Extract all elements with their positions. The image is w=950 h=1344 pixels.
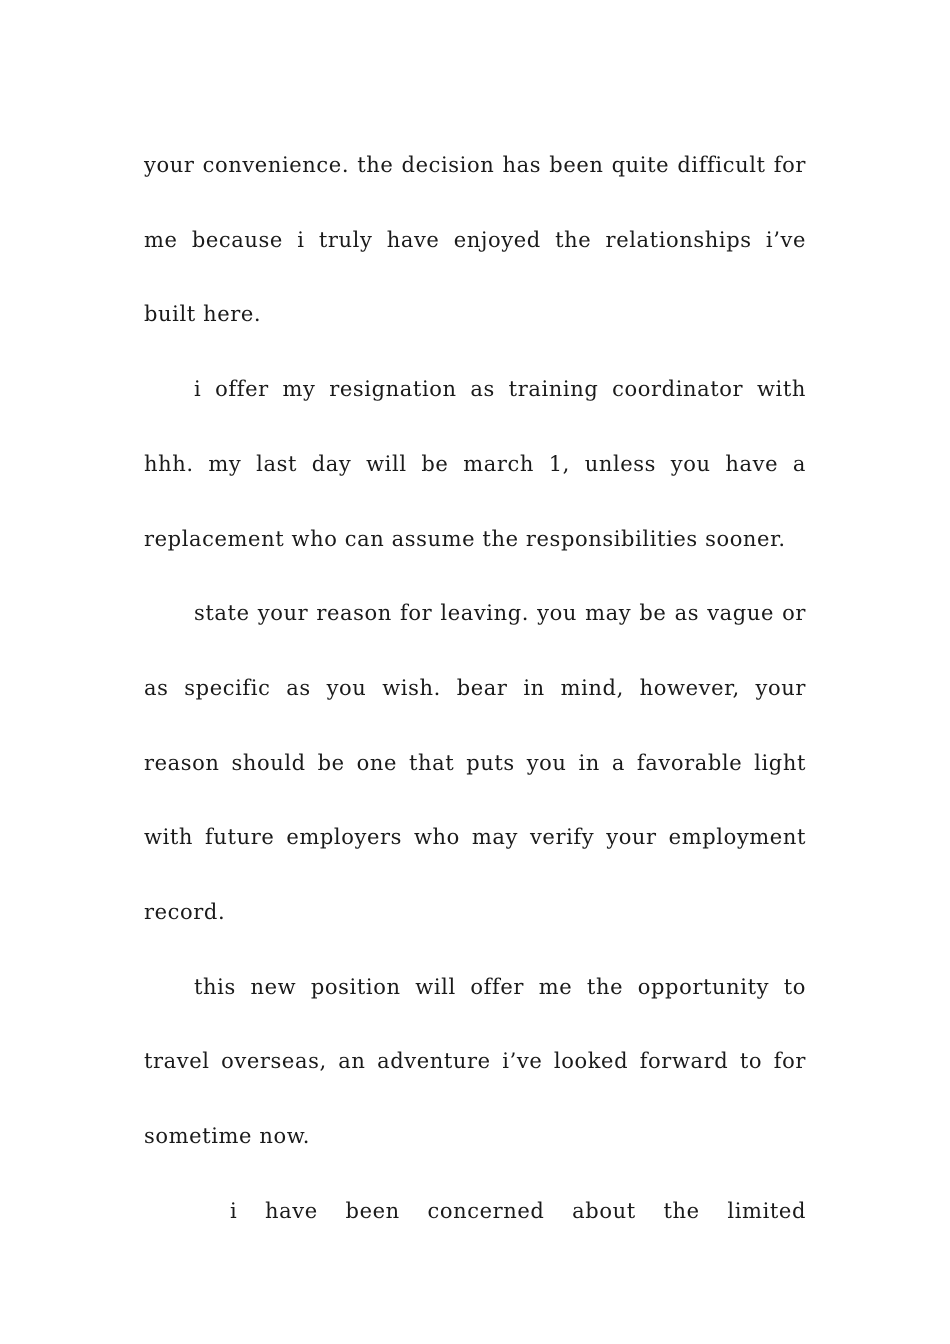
paragraph-concerned: i have been concerned about the limited [230, 1198, 806, 1223]
paragraph-new-position: this new position will offer me the opportunity to travel overseas, an adventure i’ve looked forward to for sometime now. [144, 974, 806, 1149]
paragraph-convenience: your convenience. the decision has been quite difficult for me because i truly have enjoyed the relationships i’ve built here. [144, 153, 806, 327]
paragraph-reason: state your reason for leaving. you may be as vague or as specific as you wish. bear in mind, however, your reason should be one that puts you in a favorable light with future employers who may verify your employment record. [144, 601, 806, 925]
paragraph-resignation: i offer my resignation as training coordinator with hhh. my last day will be march 1, unless you have a replacement who can assume the responsibilities sooner. [144, 377, 806, 551]
document-body [144, 128, 806, 1249]
